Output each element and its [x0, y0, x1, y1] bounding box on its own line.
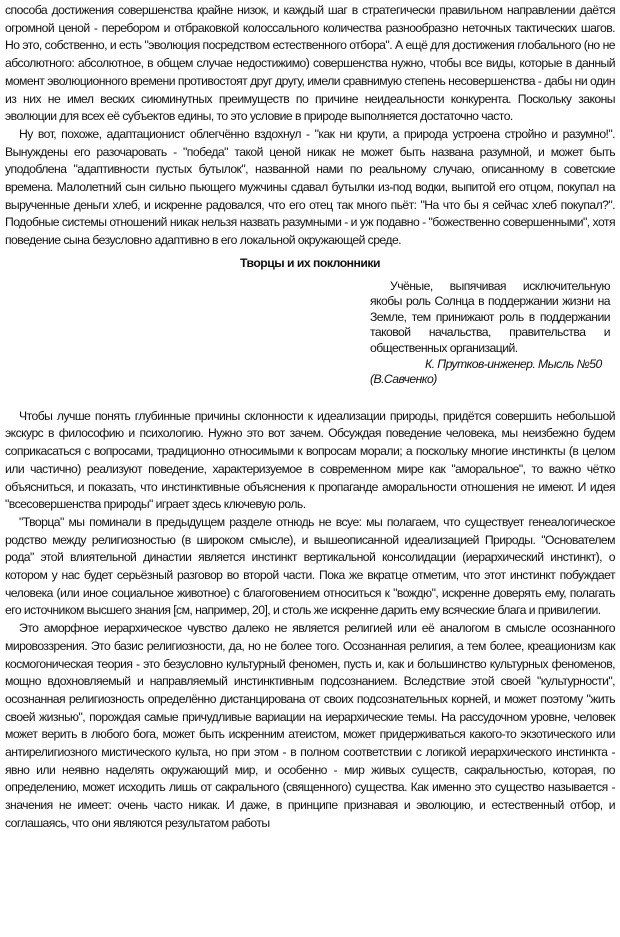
paragraph-5: Это аморфное иерархическое чувство далеко не является религией или её аналогом в смысле осознанного мировоззрения. Это базис религиозности, да, но не более того. Осознанная религия, а тем более, креационизм как космогоническая теория - это безусловно культурный феномен, пусть и, как и большинство культурных феноменов, мощно вдохновляемый и направляемый инстинктивным подсознанием. Вследствие этой своей "культурности", осознанная религиозность определённо дистанцирована от своих подсознательных корней, и может поэтому "жить своей жизнью", порождая самые причудливые вариации на иерархические темы. На рассудочном уровне, человек может верить в любого бога, может быть искренним атеистом, может придерживаться какого-то экзотического или антирелигиозного мистического культа, но при этом - в полном соответствии с логикой иерархического инстинкта - явно или неявно наделять окружающий мир, и особенно - мир живых существ, сакральностью, которая, по определению, может исходить лишь от сакрального (священного) существа. Как именно это существо называется - значения не имеет: очень часто никак. И даже, в принципе признавая и эволюцию, и естественный отбор, и соглашаясь, что они являются результатом работы [5, 621, 615, 830]
paragraph-4: "Творца" мы поминали в предыдущем разделе отнюдь не всуе: мы полагаем, что существует генеалогическое родство между религиозностью (в широком смысле), и вышеописанной идеализацией Природы. "Основателем рода" этой влиятельной династии является инстинкт вертикальной консолидации (иерархический инстинкт), о котором у нас будет серьёзный разговор во второй части. Пока же вкратце отметим, что этот инстинкт побуждает человека (или иное социальное животное) с благоговением относиться к "вождю", искренне доверять ему, полагать его источником высшего знания [см, например, 20], и столь же искренне дарить ему всяческие блага и привилегии. [5, 514, 615, 618]
section-title: Творцы и их поклонники [240, 255, 380, 270]
epigraph [370, 279, 610, 388]
paragraph-1: способа достижения совершенства крайне низок, и каждый шаг в стратегически правильном направлении даётся огромной ценой - перебором и отбраковкой колоссального количества разнообразно неточных тактических шагов. Но это, собственно, и есть "эволюция посредством естественного отбора". А ещё для достижения глобального (но не абсолютного: абсолютное, в общем случае недостижимо) совершенства нужно, чтобы все виды, которые в данный момент эволюционного времени противостоят друг другу, имели сравнимую степень несовершенства - дабы ни один из них не имел веских сиюминутных преимуществ по причине неидеальности конкурента. Поскольку законы эволюции для всех её субъектов едины, то это условие в природе выполняется достаточно часто. [5, 3, 615, 124]
epigraph-source: (В.Савченко) [370, 372, 437, 387]
paragraph-3: Чтобы лучше понять глубинные причины склонности к идеализации природы, придётся совершить небольшой экскурс в философию и психологию. Нужно это вот зачем. Обсуждая поведение человека, мы неизбежно будем соприкасаться с вопросами, традиционно относимыми к вопросам морали; а поскольку многие инстинкты (в целом или частично) реализуют поведение, характеризуемое в современном мире как "аморальное", то важно чётко объясниться, и показать, что инстинктивные объяснения к пропаганде аморальности отношения не имеют. И идея "всесовершенства природы" играет здесь ключевую роль. [5, 408, 615, 512]
epigraph-author: К. Прутков-инженер. Мысль №50 [425, 356, 602, 371]
spacer [5, 388, 615, 408]
paragraph-2: Ну вот, похоже, адаптационист облегчённо вздохнул - "как ни крути, а природа устроена стройно и разумно!". Вынуждены его разочаровать - "победа" такой ценой никак не может быть названа разумной, и может быть уподоблена "адаптивности пустых бутылок", названной нами по реальному случаю, описанному в советские времена. Малолетний сын сильно пьющего мужчины сдавал бутылки из-под водки, выпитой его отцом, покупал на вырученные деньги хлеб, и искренне радовался, что его отец так много пьёт: "На что бы я сейчас хлеб покупал?". Подобные системы отношений никак нельзя назвать разумными - и уж подавно - "божественно совершенными", хотя поведение сына безусловно адаптивно в его локальной окружающей среде. [5, 126, 615, 248]
epigraph-quote: Учёные, выпячивая исключительную якобы роль Солнца в поддержании жизни на Земле, тем принижают роль в поддержании таковой начальства, правительства и общественных организаций. [370, 278, 610, 355]
